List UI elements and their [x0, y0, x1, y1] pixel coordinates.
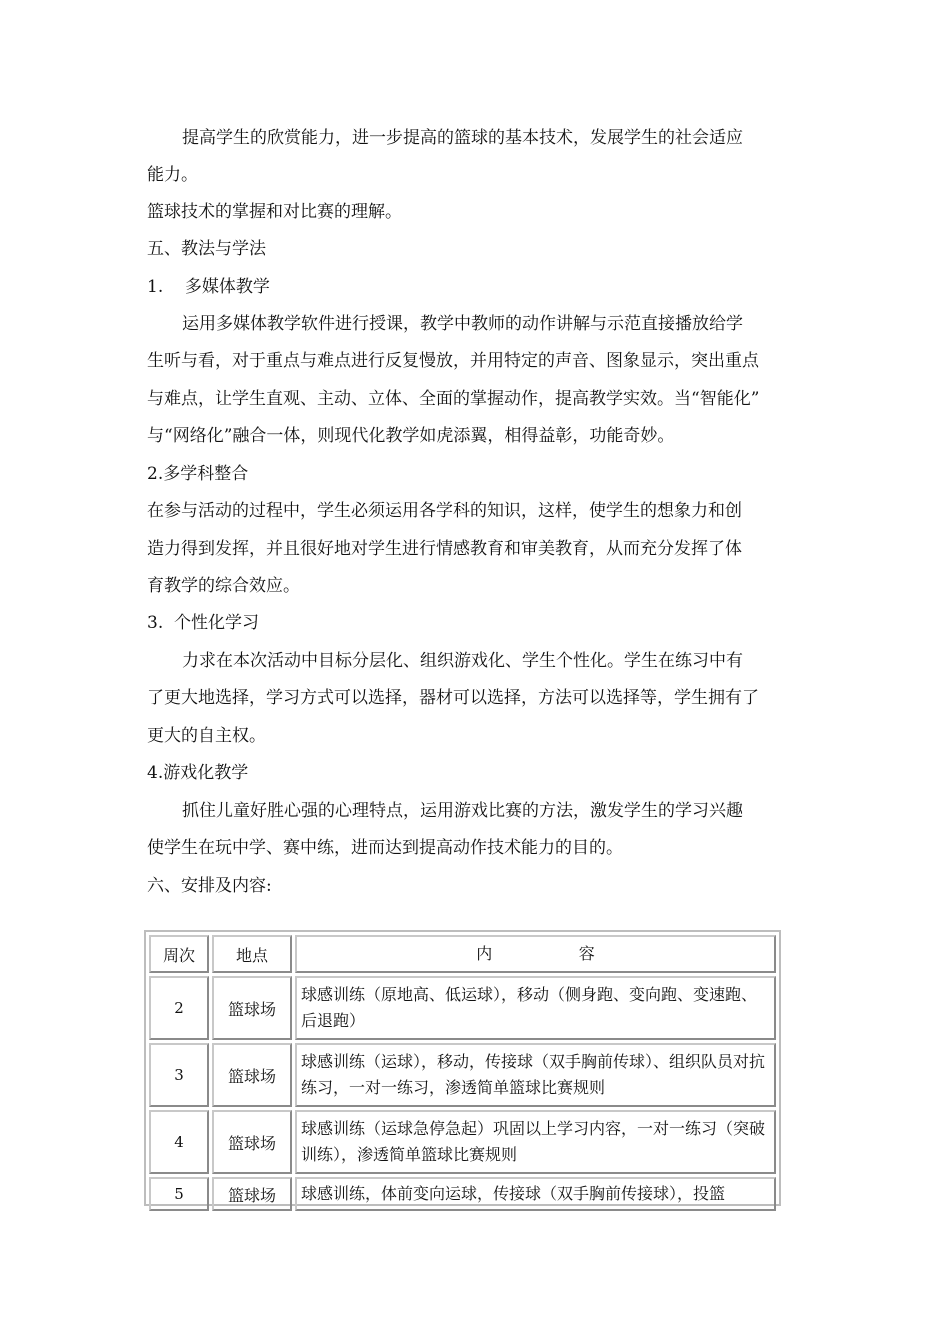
header-content: 内 容 [295, 935, 776, 973]
header-week: 周次 [149, 935, 209, 973]
paragraph-line: 能力。 [147, 165, 198, 185]
cell-content: 球感训练（运球急停急起）巩固以上学习内容，一对一练习（突破训练），渗透简单篮球比赛规则 [295, 1110, 776, 1174]
paragraph-line: 使学生在玩中学、赛中练，进而达到提高动作技术能力的目的。 [147, 838, 623, 858]
table-row [149, 1177, 776, 1211]
paragraph-line: 与难点，让学生直观、主动、立体、全面的掌握动作，提高教学实效。当“智能化” [147, 389, 760, 409]
paragraph-line: 力求在本次活动中目标分层化、组织游戏化、学生个性化。学生在练习中有 [182, 651, 743, 671]
section-heading: 五、教法与学法 [147, 239, 266, 259]
cell-place: 篮球场 [212, 976, 292, 1040]
paragraph-line: 在参与活动的过程中，学生必须运用各学科的知识，这样，使学生的想象力和创 [147, 501, 742, 521]
paragraph-line: 篮球技术的掌握和对比赛的理解。 [147, 202, 402, 222]
subsection-title: 1. 多媒体教学 [147, 277, 270, 297]
cell-content: 球感训练（运球），移动，传接球（双手胸前传球）、组织队员对抗练习，一对一练习，渗透简单篮球比赛规则 [295, 1043, 776, 1107]
section-heading: 六、安排及内容: [147, 876, 272, 896]
cell-week: 4 [149, 1110, 209, 1174]
cell-place: 篮球场 [212, 1177, 292, 1211]
paragraph-line: 更大的自主权。 [147, 726, 266, 746]
paragraph-line: 抓住儿童好胜心强的心理特点，运用游戏比赛的方法，激发学生的学习兴趣 [182, 801, 743, 821]
cell-week: 5 [149, 1177, 209, 1211]
schedule-table [144, 930, 781, 1206]
cell-content: 球感训练，体前变向运球，传接球（双手胸前传接球），投篮 [295, 1177, 776, 1211]
table-header-row [149, 935, 776, 973]
cell-place: 篮球场 [212, 1110, 292, 1174]
cell-week: 3 [149, 1043, 209, 1107]
paragraph-line: 育教学的综合效应。 [147, 576, 300, 596]
paragraph-line: 造力得到发挥，并且很好地对学生进行情感教育和审美教育，从而充分发挥了体 [147, 539, 742, 559]
paragraph-line: 提高学生的欣赏能力，进一步提高的篮球的基本技术，发展学生的社会适应 [182, 128, 743, 148]
subsection-title: 4.游戏化教学 [147, 763, 249, 783]
cell-place: 篮球场 [212, 1043, 292, 1107]
paragraph-line: 运用多媒体教学软件进行授课，教学中教师的动作讲解与示范直接播放给学 [182, 314, 743, 334]
header-place: 地点 [212, 935, 292, 973]
paragraph-line: 生听与看，对于重点与难点进行反复慢放，并用特定的声音、图象显示，突出重点 [147, 351, 759, 371]
paragraph-line: 了更大地选择，学习方式可以选择，器材可以选择，方法可以选择等，学生拥有了 [147, 688, 759, 708]
table-row [149, 1043, 776, 1107]
table-row [149, 1110, 776, 1174]
paragraph-line: 与“网络化”融合一体，则现代化教学如虎添翼，相得益彰，功能奇妙。 [147, 426, 675, 446]
cell-content: 球感训练（原地高、低运球），移动（侧身跑、变向跑、变速跑、后退跑） [295, 976, 776, 1040]
subsection-title: 3. 个性化学习 [147, 613, 260, 633]
cell-week: 2 [149, 976, 209, 1040]
table-row [149, 976, 776, 1040]
subsection-title: 2.多学科整合 [147, 464, 249, 484]
